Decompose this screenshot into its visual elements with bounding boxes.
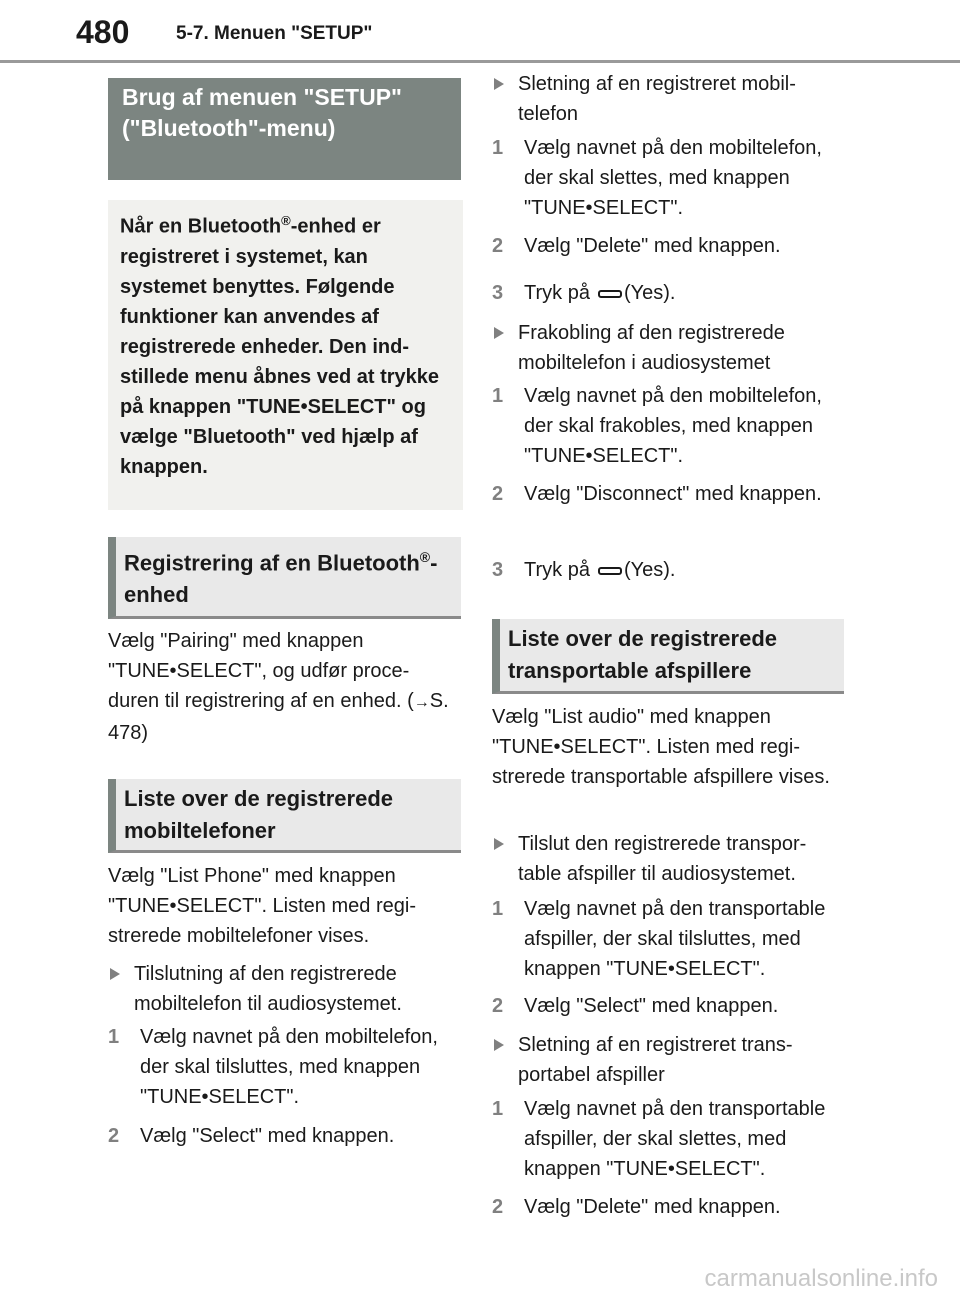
- step-number: 2: [492, 235, 504, 257]
- step-item: [492, 1192, 837, 1222]
- bullet-text: Tilslutning af den registrerede mobiltelefon til audiosystemet.: [134, 963, 402, 1015]
- ref-open-paren: (: [407, 690, 414, 712]
- step-number: 1: [492, 898, 504, 920]
- heading-registration: [108, 537, 461, 619]
- section-title-box: Brug af menuen "SETUP" ("Bluetooth"-menu): [108, 78, 461, 180]
- triangle-bullet-icon: [494, 327, 504, 339]
- heading-registration-part1: Registrering af en Bluetooth: [124, 550, 420, 576]
- ref-text: S. 478): [108, 690, 449, 744]
- step-number: 2: [108, 1125, 120, 1147]
- bullet-delete-player: [492, 1030, 837, 1090]
- step-item: [108, 1121, 453, 1151]
- bullet-text: Tilslut den registrerede transportable afspiller til audiosystemet.: [518, 833, 807, 885]
- step-number: 2: [492, 483, 504, 505]
- registered-mark: ®: [281, 213, 291, 228]
- triangle-bullet-icon: [110, 968, 120, 980]
- step-text: Tryk på: [524, 559, 590, 581]
- step-item: [492, 231, 837, 261]
- step-item: [492, 133, 837, 223]
- registration-text: [108, 626, 453, 748]
- bullet-delete-phone: [492, 69, 837, 129]
- intro-part2: -enhed er registreret i systemet, kan systemet benyttes. Følgende funktioner kan anvendes af registrerede enheder. Den indstillede menu åbnes ved at trykke på knappen "TUNE•SELECT" og vælge "Bluetooth" ved hjælp af knappen.: [120, 215, 440, 478]
- step-text: Vælg "Disconnect" med knappen.: [524, 483, 822, 505]
- step-text: Vælg navnet på den mobiltelefon, der skal slettes, med knappen "TUNE•SELECT".: [524, 137, 822, 219]
- step-text: Vælg navnet på den transportable afspiller, der skal slettes, med knappen "TUNE•SELECT".: [524, 1098, 826, 1180]
- page-number: 480: [76, 14, 130, 50]
- step-number: 2: [492, 995, 504, 1017]
- header-divider: [0, 60, 960, 63]
- step-number: 1: [108, 1026, 120, 1048]
- players-text: Vælg "List audio" med knappen "TUNE•SELECT". Listen med registrerede transportable afspillere vises.: [492, 706, 830, 788]
- yes-button-icon: [598, 567, 622, 575]
- heading-players: Liste over de registrerede transportable afspillere: [492, 619, 844, 694]
- step-text: Tryk på: [524, 282, 590, 304]
- step-item: [492, 278, 837, 308]
- step-number: 3: [492, 559, 504, 581]
- step-number: 2: [492, 1196, 504, 1218]
- bullet-text: Sletning af en registreret transportabel afspiller: [518, 1034, 793, 1086]
- heading-registered-mark: ®: [419, 549, 431, 565]
- heading-registration-part2: -enhed: [124, 550, 438, 608]
- step-text: Vælg navnet på den transportable afspiller, der skal tilsluttes, med knappen "TUNE•SELECT".: [524, 898, 826, 980]
- step-text: Vælg "Select" med knappen.: [140, 1125, 395, 1147]
- heading-phones: Liste over de registrerede mobiltelefoner: [108, 779, 461, 853]
- intro-part1: Når en Bluetooth: [120, 215, 282, 238]
- bullet-disconnect-phone: [492, 318, 837, 378]
- step-number: 1: [492, 385, 504, 407]
- watermark: carmanualsonline.info: [704, 1265, 938, 1292]
- step-text-yes: (Yes).: [623, 559, 676, 581]
- arrow-right-icon: →: [413, 694, 430, 711]
- step-item: [492, 381, 837, 471]
- step-text: Vælg "Delete" med knappen.: [524, 235, 781, 257]
- triangle-bullet-icon: [494, 838, 504, 850]
- step-text-yes: (Yes).: [623, 282, 676, 304]
- registration-body: Vælg "Pairing" med knappen "TUNE•SELECT", og udfør proceduren til registrering af en enhed.: [108, 630, 410, 712]
- bullet-text: Sletning af en registreret mobiltelefon: [518, 73, 796, 125]
- step-item: [108, 1022, 453, 1112]
- bullet-text: Frakobling af den registrerede mobiltelefon i audiosystemet: [518, 322, 785, 374]
- step-item: [492, 479, 837, 509]
- step-text: Vælg "Delete" med knappen.: [524, 1196, 781, 1218]
- step-item: [492, 894, 842, 984]
- phones-text: Vælg "List Phone" med knappen "TUNE•SELECT". Listen med registrerede mobiltelefoner vises.: [108, 865, 416, 947]
- bullet-connect-phone: [108, 959, 453, 1019]
- bullet-connect-player: [492, 829, 837, 889]
- step-text: Vælg "Select" med knappen.: [524, 995, 779, 1017]
- step-text: Vælg navnet på den mobiltelefon, der skal frakobles, med knappen "TUNE•SELECT".: [524, 385, 822, 467]
- step-number: 1: [492, 1098, 504, 1120]
- step-item: [492, 991, 837, 1021]
- intro-box: [108, 200, 463, 510]
- chapter-title: 5-7. Menuen "SETUP": [176, 23, 373, 44]
- triangle-bullet-icon: [494, 78, 504, 90]
- triangle-bullet-icon: [494, 1039, 504, 1051]
- step-number: 1: [492, 137, 504, 159]
- step-item: [492, 1094, 842, 1184]
- step-number: 3: [492, 282, 504, 304]
- step-item: [492, 555, 837, 585]
- step-text: Vælg navnet på den mobiltelefon, der skal tilsluttes, med knappen "TUNE•SELECT".: [140, 1026, 438, 1108]
- yes-button-icon: [598, 290, 622, 298]
